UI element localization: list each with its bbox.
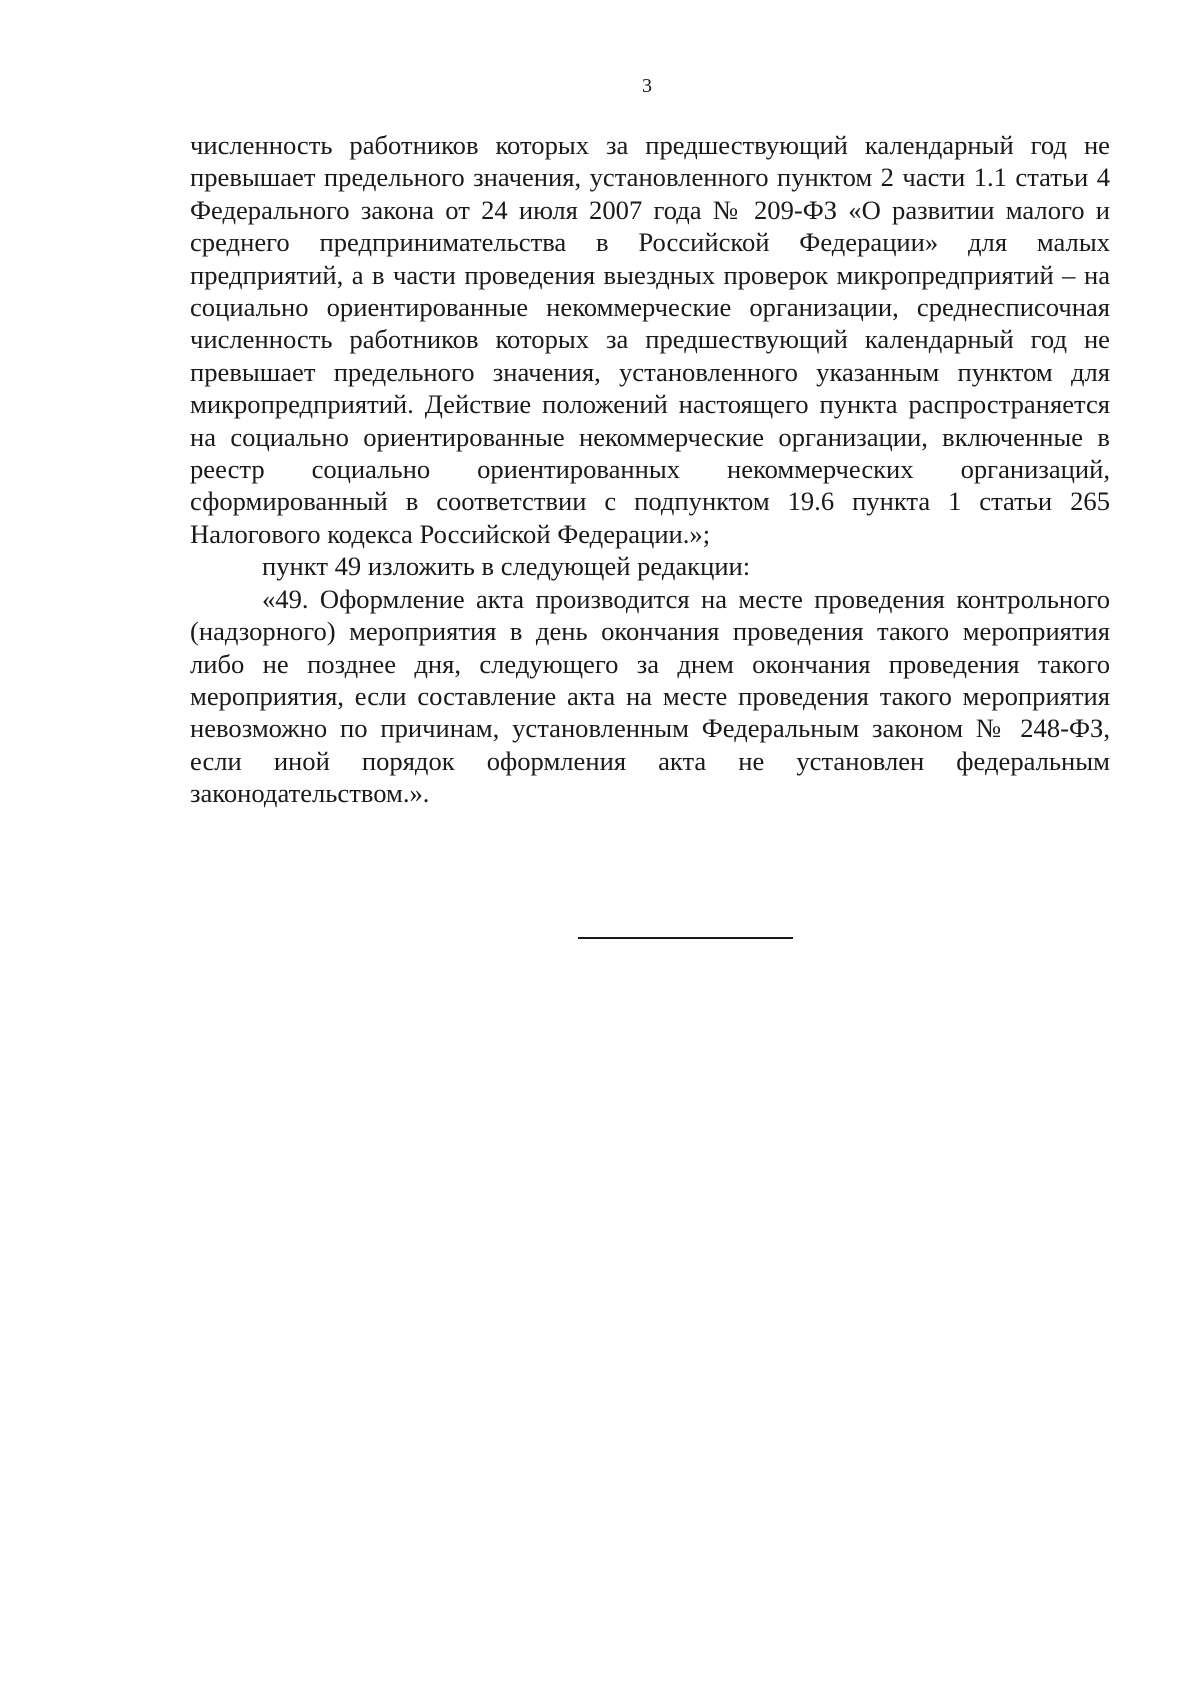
page-number: 3	[642, 75, 652, 97]
paragraph-item-49: «49. Оформление акта производится на месте проведения контрольного (надзорного) мероприятия в день окончания проведения такого мероприятия либо не позднее дня, следующего за днем окончания проведения такого мероприятия, если составление акта на месте проведения такого мероприятия невозможно по причинам, установленным Федеральным законом № 248-ФЗ, если иной порядок оформления акта не установлен федеральным законодательством.».	[190, 583, 1110, 809]
paragraph-continuation: численность работников которых за предшествующий календарный год не превышает предельного значения, установленного пунктом 2 части 1.1 статьи 4 Федерального закона от 24 июля 2007 года № 209-ФЗ «О развитии малого и среднего предпринимательства в Российской Федерации» для малых предприятий, а в части проведения выездных проверок микропредприятий – на социально ориентированные некоммерческие организации, среднесписочная численность работников которых за предшествующий календарный год не превышает предельного значения, установленного указанным пунктом для микропредприятий. Действие положений настоящего пункта распространяется на социально ориентированные некоммерческие организации, включенные в реестр социально ориентированных некоммерческих организаций, сформированный в соответствии с подпунктом 19.6 пункта 1 статьи 265 Налогового кодекса Российской Федерации.»;	[190, 130, 1110, 549]
document-body	[190, 129, 1110, 810]
paragraph-amendment-instruction: пункт 49 изложить в следующей редакции:	[262, 551, 751, 582]
closing-divider-line	[578, 937, 793, 939]
